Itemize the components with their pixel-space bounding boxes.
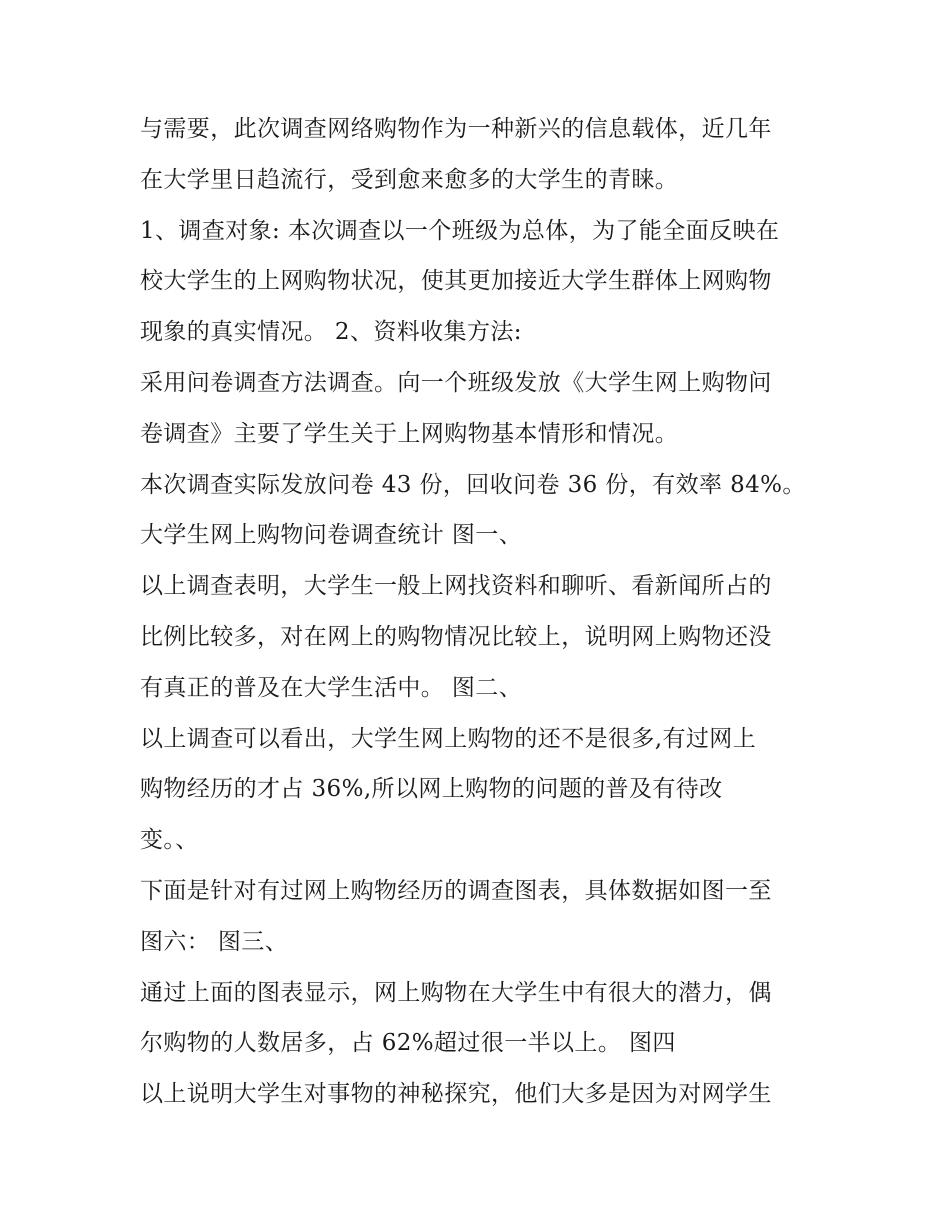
text-line: 购物经历的才占 36%,所以网上购物的问题的普及有待改 — [140, 776, 723, 803]
text-line: 1、调查对象: 本次调查以一个班级为总体，为了能全面反映在 — [140, 217, 780, 244]
text-line: 在大学里日趋流行，受到愈来愈多的大学生的青睐。 — [140, 166, 679, 193]
text-line: 卷调查》主要了学生关于上网购物基本情形和情况。 — [140, 420, 679, 447]
text-line: 大学生网上购物问卷调查统计 图一、 — [140, 522, 523, 549]
document-body — [140, 104, 820, 1120]
text-line: 下面是针对有过网上购物经历的调查图表，具体数据如图一至 — [140, 877, 772, 904]
text-line: 现象的真实情况。 2、资料收集方法: — [140, 319, 522, 346]
text-line: 图六： 图三、 — [140, 928, 289, 955]
text-line: 比例比较多，对在网上的购物情况比较上，说明网上购物还没 — [140, 623, 772, 650]
text-line: 变。、 — [140, 827, 199, 854]
text-line: 采用问卷调查方法调查。向一个班级发放《大学生网上购物问 — [140, 369, 772, 396]
text-line: 有真正的普及在大学生活中。 图二、 — [140, 674, 523, 701]
text-line: 以上调查表明，大学生一般上网找资料和聊听、看新闻所占的 — [140, 573, 772, 600]
text-line: 校大学生的上网购物状况，使其更加接近大学生群体上网购物 — [140, 268, 772, 295]
text-line: 通过上面的图表显示，网上购物在大学生中有很大的潜力，偶 — [140, 979, 772, 1006]
text-line: 与需要，此次调查网络购物作为一种新兴的信息载体，近几年 — [140, 116, 772, 142]
text-line: 尔购物的人数居多，占 62%超过很一半以上。 图四 — [140, 1030, 676, 1057]
text-line: 本次调查实际发放问卷 43 份，回收问卷 36 份，有效率 84%。 — [140, 471, 806, 498]
text-line: 以上说明大学生对事物的神秘探究，他们大多是因为对网学生 — [140, 1081, 772, 1108]
text-line: 以上调查可以看出，大学生网上购物的还不是很多,有过网上 — [140, 725, 757, 752]
